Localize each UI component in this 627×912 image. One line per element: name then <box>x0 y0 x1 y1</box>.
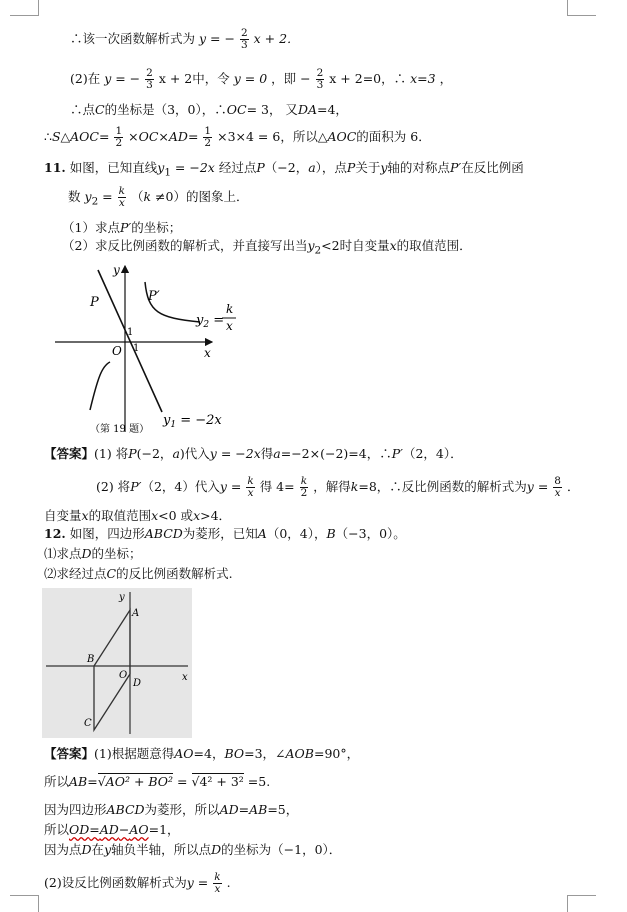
fraction-2-3: $\frac{2}{3}$ <box>146 67 153 91</box>
y2-label: $y_2$ = <box>196 313 225 330</box>
answer-12-line-6: (2)设反比例函数解析式为y = $\frac{k}{x}$ . <box>44 871 231 895</box>
question-number: 11. <box>44 160 66 175</box>
answer-12-line-2: 所以AB=√AO² + BO² = √4² + 3² =5. <box>44 774 271 789</box>
answer-12-line-5: 因为点D在y轴负半轴，所以点D的坐标为（−1，0）． <box>44 842 342 857</box>
hyperbola-branch-q3 <box>90 362 110 410</box>
solution-line-2: (2)在 y = − $\frac{2}{3}$ x + 2中，令 y = 0 ，即 − $\frac{2}{3}$ x + 2=0，∴ x=3 ， <box>70 67 453 91</box>
point-o-label: O <box>119 670 128 681</box>
y-axis-label: y <box>113 263 120 277</box>
question-11-sub-1: （1）求点P′的坐标； <box>62 220 182 235</box>
tick-label-x-1: 1 <box>133 343 140 354</box>
solution-line-1: ∴该一次函数解析式为 y = − $\frac{2}{3}$ x + 2． <box>70 27 300 51</box>
question-11-line-2: 数 $y_2$ = $\frac{k}{x}$ （k ≠0）的图象上． <box>68 185 249 209</box>
corner-mark-bottom-right <box>567 895 596 912</box>
answer-tag: 【答案】 <box>44 746 95 761</box>
answer-12-line-3: 因为四边形ABCD为菱形，所以AD=AB=5， <box>44 802 299 817</box>
question-11-line-1: 11. 如图，已知直线$y_1 = -2x$ 经过点P（−2，a），点P关于y轴的对称点P′在反比例函 <box>44 160 524 179</box>
fraction-1-2: $\frac{1}{2}$ <box>115 125 123 149</box>
fraction-k-x: $\frac{k}{x}$ <box>118 185 125 209</box>
question-number: 12. <box>44 526 66 541</box>
point-p-label: P <box>90 295 99 310</box>
point-d-label: D <box>133 678 142 689</box>
tick-label-y-1: 1 <box>127 327 134 338</box>
fraction-8-x: $\frac{8}{x}$ <box>554 475 561 499</box>
fraction-k-2: $\frac{k}{2}$ <box>300 475 308 499</box>
fraction-k-x: $\frac{k}{x}$ <box>214 871 221 895</box>
point-b-label: B <box>87 654 95 665</box>
answer-11-line-3: 自变量x的取值范围x<0 或x>4． <box>44 508 232 523</box>
fraction-1-2: $\frac{1}{2}$ <box>204 125 212 149</box>
corner-mark-bottom-left <box>10 895 39 912</box>
solution-line-4: ∴S△AOC= $\frac{1}{2}$ ×OC×AD= $\frac{1}{2}$ ×3×4 = 6，所以△AOC的面积为 6． <box>44 125 431 149</box>
solution-line-3: ∴点C的坐标是（3，0），∴OC= 3， 又DA=4， <box>70 102 348 117</box>
x-label: x <box>182 672 188 683</box>
x-axis-label: x <box>204 346 211 360</box>
answer-tag: 【答案】 <box>44 446 95 461</box>
point-a-label: A <box>132 608 140 619</box>
question-12-sub-1: ⑴求点D的坐标； <box>44 546 142 561</box>
y2-fraction-numerator: k <box>226 302 234 316</box>
question-12-sub-2: ⑵求经过点C的反比例函数解析式. <box>44 566 233 581</box>
corner-mark-top-right <box>567 0 596 16</box>
figure-12-graph <box>42 588 192 738</box>
question-12-line-1: 12. 如图，四边形ABCD为菱形，已知A（0，4），B（−3，0）。 <box>44 526 406 541</box>
answer-12-line-1: 【答案】(1)根据题意得AO=4，BO=3，∠AOB=90°， <box>44 746 360 761</box>
point-c-label: C <box>84 718 92 729</box>
origin-label: O <box>112 344 122 358</box>
fraction-2-3: $\frac{2}{3}$ <box>240 27 248 51</box>
figure-caption: （第 19 题） <box>90 424 150 435</box>
answer-12-line-4: 所以OD=AD−AO=1， <box>44 822 180 837</box>
fraction-k-x: $\frac{k}{x}$ <box>247 475 254 499</box>
figure-11-graph <box>50 262 250 442</box>
y-label: y <box>119 592 125 603</box>
y2-fraction-denominator: x <box>226 319 233 333</box>
point-p-prime-label: P′ <box>148 289 160 304</box>
answer-11-line-2: (2) 将P′（2，4）代入y = $\frac{k}{x}$ 得 4= $\frac{k}{2}$ ，解得k=8，∴反比例函数的解析式为y = $\frac{8}{x}$ ． <box>96 475 580 499</box>
fraction-2-3: $\frac{2}{3}$ <box>316 67 324 91</box>
question-11-sub-2: （2）求反比例函数的解析式，并直接写出当$y_2<2$时自变量x的取值范围． <box>62 238 472 257</box>
y1-label: $y_1 = -2x$ <box>163 413 222 430</box>
answer-11-line-1: 【答案】(1) 将P(−2，a)代入y = −2x得a=−2×(−2)=4，∴P′（2，4）． <box>44 446 463 461</box>
corner-mark-top-left <box>10 0 39 16</box>
